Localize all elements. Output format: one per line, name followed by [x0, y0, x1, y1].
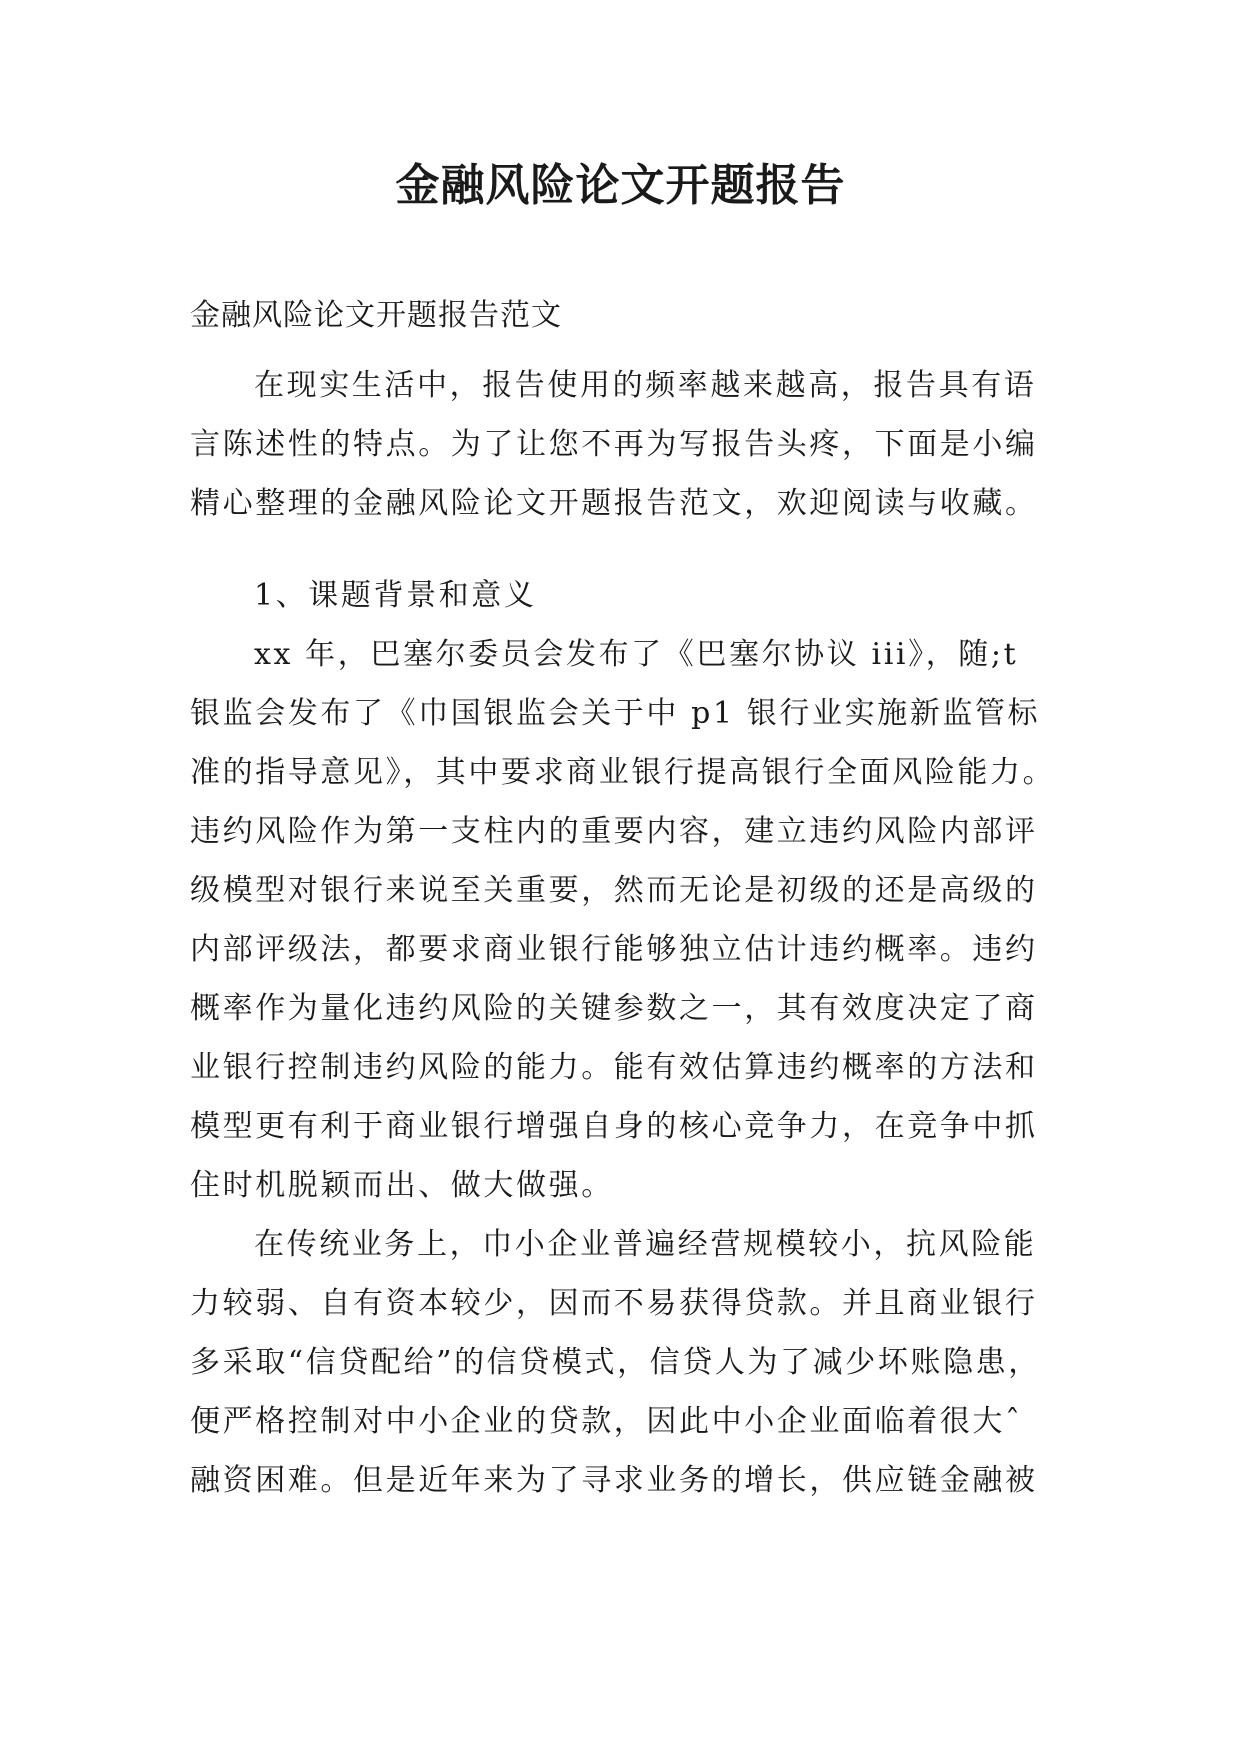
paragraph-line: 便严格控制对中小企业的贷款，因此中小企业面临着很大ˆ	[190, 1404, 1023, 1439]
body-paragraph-1	[190, 625, 1060, 1215]
paragraph-line: 准的指导意见》，其中要求商业银行提高银行全面风险能力。	[190, 755, 1056, 790]
paragraph-line: 概率作为量化违约风险的关键参数之一，其有效度决定了商	[190, 991, 1038, 1026]
body-paragraph-2	[190, 1215, 1060, 1510]
intro-line: 精心整理的金融风险论文开题报告范文，欢迎阅读与收藏。	[190, 486, 1038, 521]
paragraph-line: 模型更有利于商业银行增强自身的核心竞争力，在竞争中抓	[190, 1109, 1038, 1144]
paragraph-line: 融资困难。但是近年来为了寻求业务的增长，供应链金融被	[190, 1463, 1038, 1498]
paragraph-line: 力较弱、自有资本较少，因而不易获得贷款。并且商业银行	[190, 1286, 1038, 1321]
paragraph-line: 住时机脱颖而出、做大做强。	[190, 1168, 614, 1203]
section-heading	[190, 566, 1060, 625]
paragraph-line: 级模型对银行来说至关重要，然而无论是初级的还是高级的	[190, 873, 1038, 908]
paragraph-line: 多采取“信贷配给”的信贷模式，信贷人为了减少坏账隐患，	[190, 1345, 1041, 1380]
paragraph-line: 违约风险作为第一支柱内的重要内容，建立违约风险内部评	[190, 814, 1038, 849]
document-title: 金融风险论文开题报告	[395, 160, 846, 211]
intro-line: 在现实生活中，报告使用的频率越来越高，报告具有语	[254, 368, 1037, 403]
intro-paragraph	[190, 356, 1060, 533]
paragraph-line: 银监会发布了《巾国银监会关于中 p1 银行业实施新监管标	[190, 696, 1041, 731]
paragraph-line: 在传统业务上，巾小企业普遍经营规模较小，抗风险能	[254, 1227, 1037, 1262]
section-heading-text: 1、课题背景和意义	[254, 578, 537, 613]
paragraph-line: 业银行控制违约风险的能力。能有效估算违约概率的方法和	[190, 1050, 1038, 1085]
paragraph-line: 内部评级法，都要求商业银行能够独立估计违约概率。违约	[190, 932, 1038, 967]
document-subtitle: 金融风险论文开题报告范文	[190, 298, 562, 333]
intro-line: 言陈述性的特点。为了让您不再为写报告头疼，下面是小编	[190, 427, 1038, 462]
paragraph-line: xx 年，巴塞尔委员会发布了《巴塞尔协议 iii》，随;t	[254, 637, 1019, 672]
